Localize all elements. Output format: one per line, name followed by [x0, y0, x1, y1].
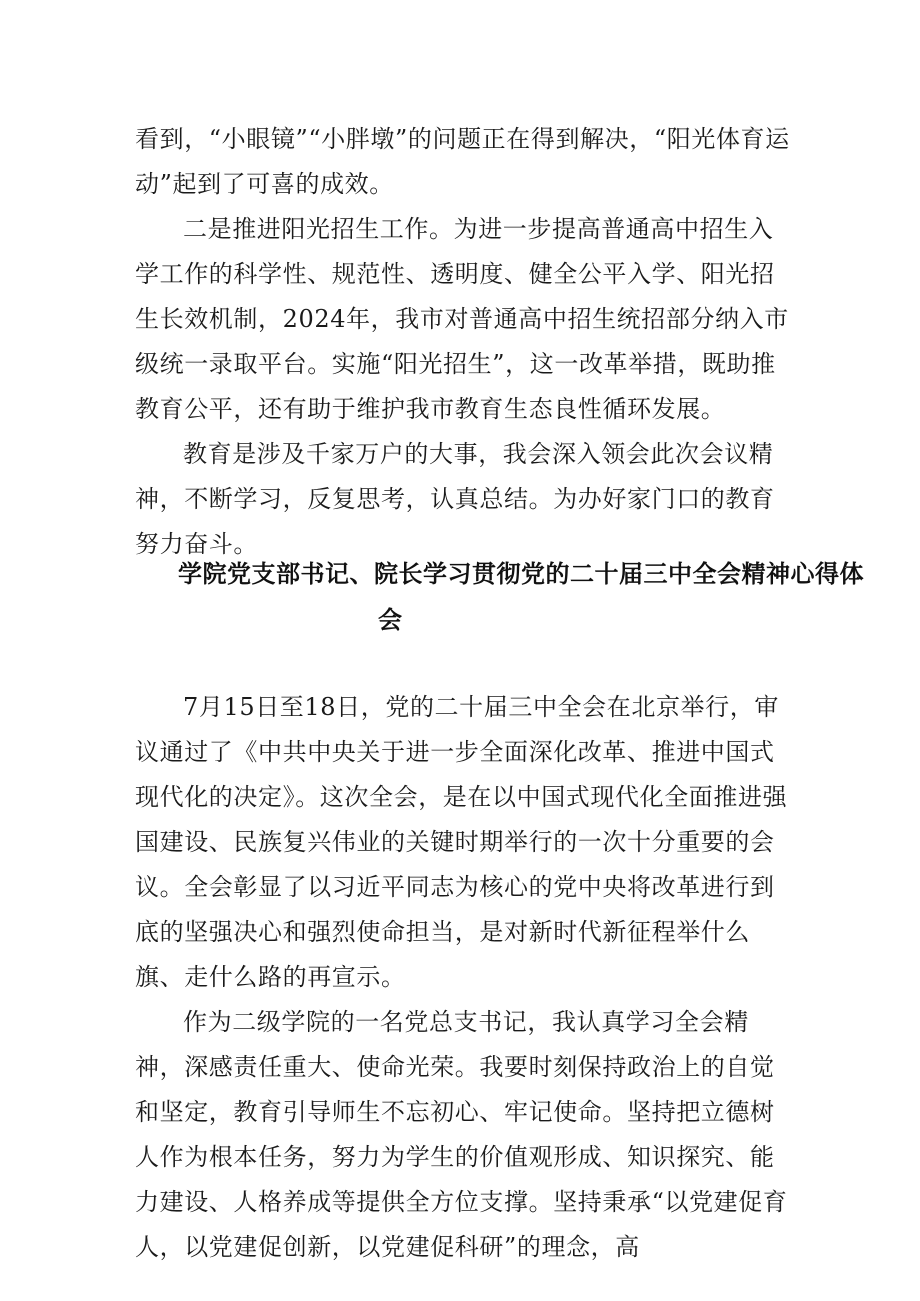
article-title: [135, 551, 864, 643]
paragraph-sunshine-enrollment: 二是推进阳光招生工作。为进一步提高普通高中招生入学工作的科学性、规范性、透明度、健全公平入学、阳光招生长效机制，2024年，我市对普通高中招生统招部分纳入市级统一录取平台。实施“阳光招生”，这一改革举措，既助推教育公平，还有助于维护我市教育生态良性循环发展。: [135, 215, 789, 423]
body-text-top: [135, 117, 795, 567]
paragraph-secretary-reflection: 作为二级学院的一名党总支书记，我认真学习全会精神，深感责任重大、使命光荣。我要时刻保持政治上的自觉和坚定，教育引导师生不忘初心、牢记使命。坚持把立德树人作为根本任务，努力为学生的价值观形成、知识探究、能力建设、人格养成等提供全方位支撑。坚持秉承“以党建促育人，以党建促创新，以党建促科研”的理念，高: [135, 1008, 788, 1261]
paragraph-continuation: 看到，“小眼镜”“小胖墩”的问题正在得到解决，“阳光体育运动”起到了可喜的成效。: [135, 125, 790, 198]
paragraph-plenum-intro: 7月15日至18日，党的二十届三中全会在北京举行，审议通过了《中共中央关于进一步全面深化改革、推进中国式现代化的决定》。这次全会，是在以中国式现代化全面推进强国建设、民族复兴伟业的关键时期举行的一次十分重要的会议。全会彰显了以习近平同志为核心的党中央将改革进行到底的坚强决心和强烈使命担当，是对新时代新征程举什么旗、走什么路的再宣示。: [135, 693, 788, 991]
paragraph-conclusion: 教育是涉及千家万户的大事，我会深入领会此次会议精神，不断学习，反复思考，认真总结。为办好家门口的教育努力奋斗。: [135, 440, 775, 558]
article-title-line-1: 学院党支部书记、院长学习贯彻党的二十届三中全会精神心得体: [178, 560, 864, 588]
article-title-line-2: 会: [378, 606, 403, 634]
body-text-bottom: [135, 685, 795, 1270]
